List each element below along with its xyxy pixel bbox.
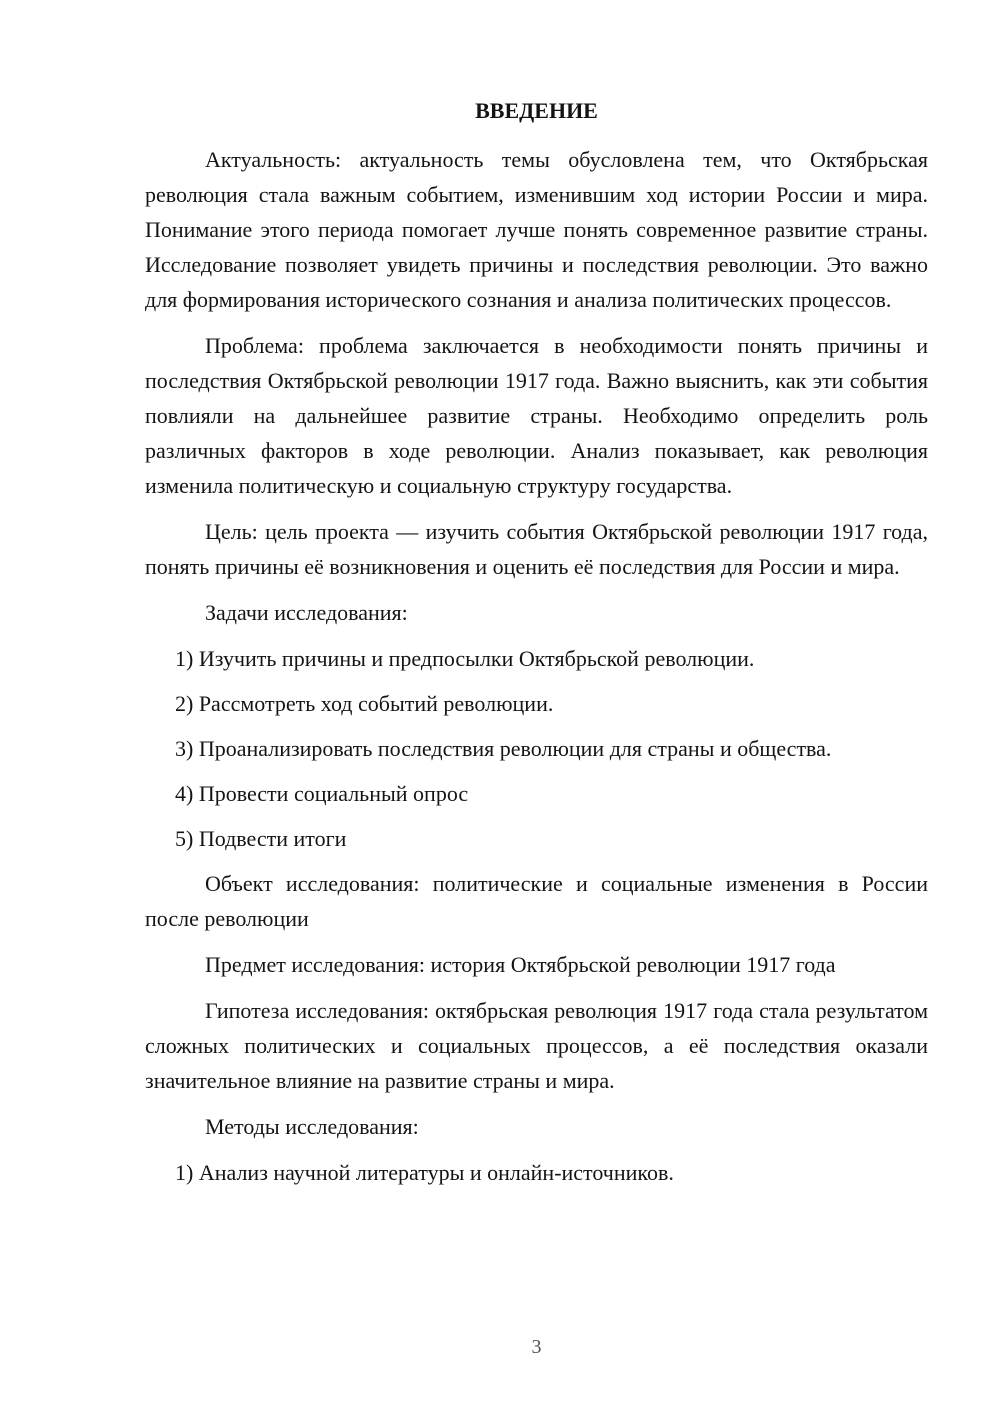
goal-paragraph: Цель: цель проекта — изучить события Октябрьской революции 1917 года, понять причины её возникновения и оценить её последствия для России и мира.: [145, 519, 928, 579]
page-heading: ВВЕДЕНИЕ: [475, 98, 598, 123]
tasks-title: Задачи исследования:: [205, 600, 408, 625]
task-item-2: 2) Рассмотреть ход событий революции.: [175, 691, 554, 716]
relevance-paragraph: Актуальность: актуальность темы обусловлена тем, что Октябрьская революция стала важным событием, изменившим ход истории России и мира. Понимание этого периода помогает лучше понять современное развитие страны. Исследование позволяет увидеть причины и последствия революции. Это важно для формирования исторического сознания и анализа политических процессов.: [145, 147, 928, 312]
task-item-1: 1) Изучить причины и предпосылки Октябрьской революции.: [175, 646, 755, 671]
task-item-4: 4) Провести социальный опрос: [175, 781, 469, 806]
object-paragraph: Объект исследования: политические и социальные изменения в России после революции: [145, 871, 928, 931]
hypothesis-paragraph: Гипотеза исследования: октябрьская революция 1917 года стала результатом сложных политических и социальных процессов, а её последствия оказали значительное влияние на развитие страны и мира.: [145, 998, 928, 1093]
task-item-3: 3) Проанализировать последствия революции для страны и общества.: [175, 736, 832, 761]
method-item-1: 1) Анализ научной литературы и онлайн-источников.: [175, 1160, 674, 1185]
task-item-5: 5) Подвести итоги: [175, 826, 347, 851]
methods-title: Методы исследования:: [205, 1114, 419, 1139]
page-number: 3: [531, 1336, 542, 1358]
page-body: [145, 142, 928, 1200]
subject-paragraph: Предмет исследования: история Октябрьской революции 1917 года: [205, 952, 836, 977]
problem-paragraph: Проблема: проблема заключается в необходимости понять причины и последствия Октябрьской революции 1917 года. Важно выяснить, как эти события повлияли на дальнейшее развитие страны. Необходимо определить роль различных факторов в ходе революции. Анализ показывает, как революция изменила политическую и социальную структуру государства.: [145, 333, 928, 498]
